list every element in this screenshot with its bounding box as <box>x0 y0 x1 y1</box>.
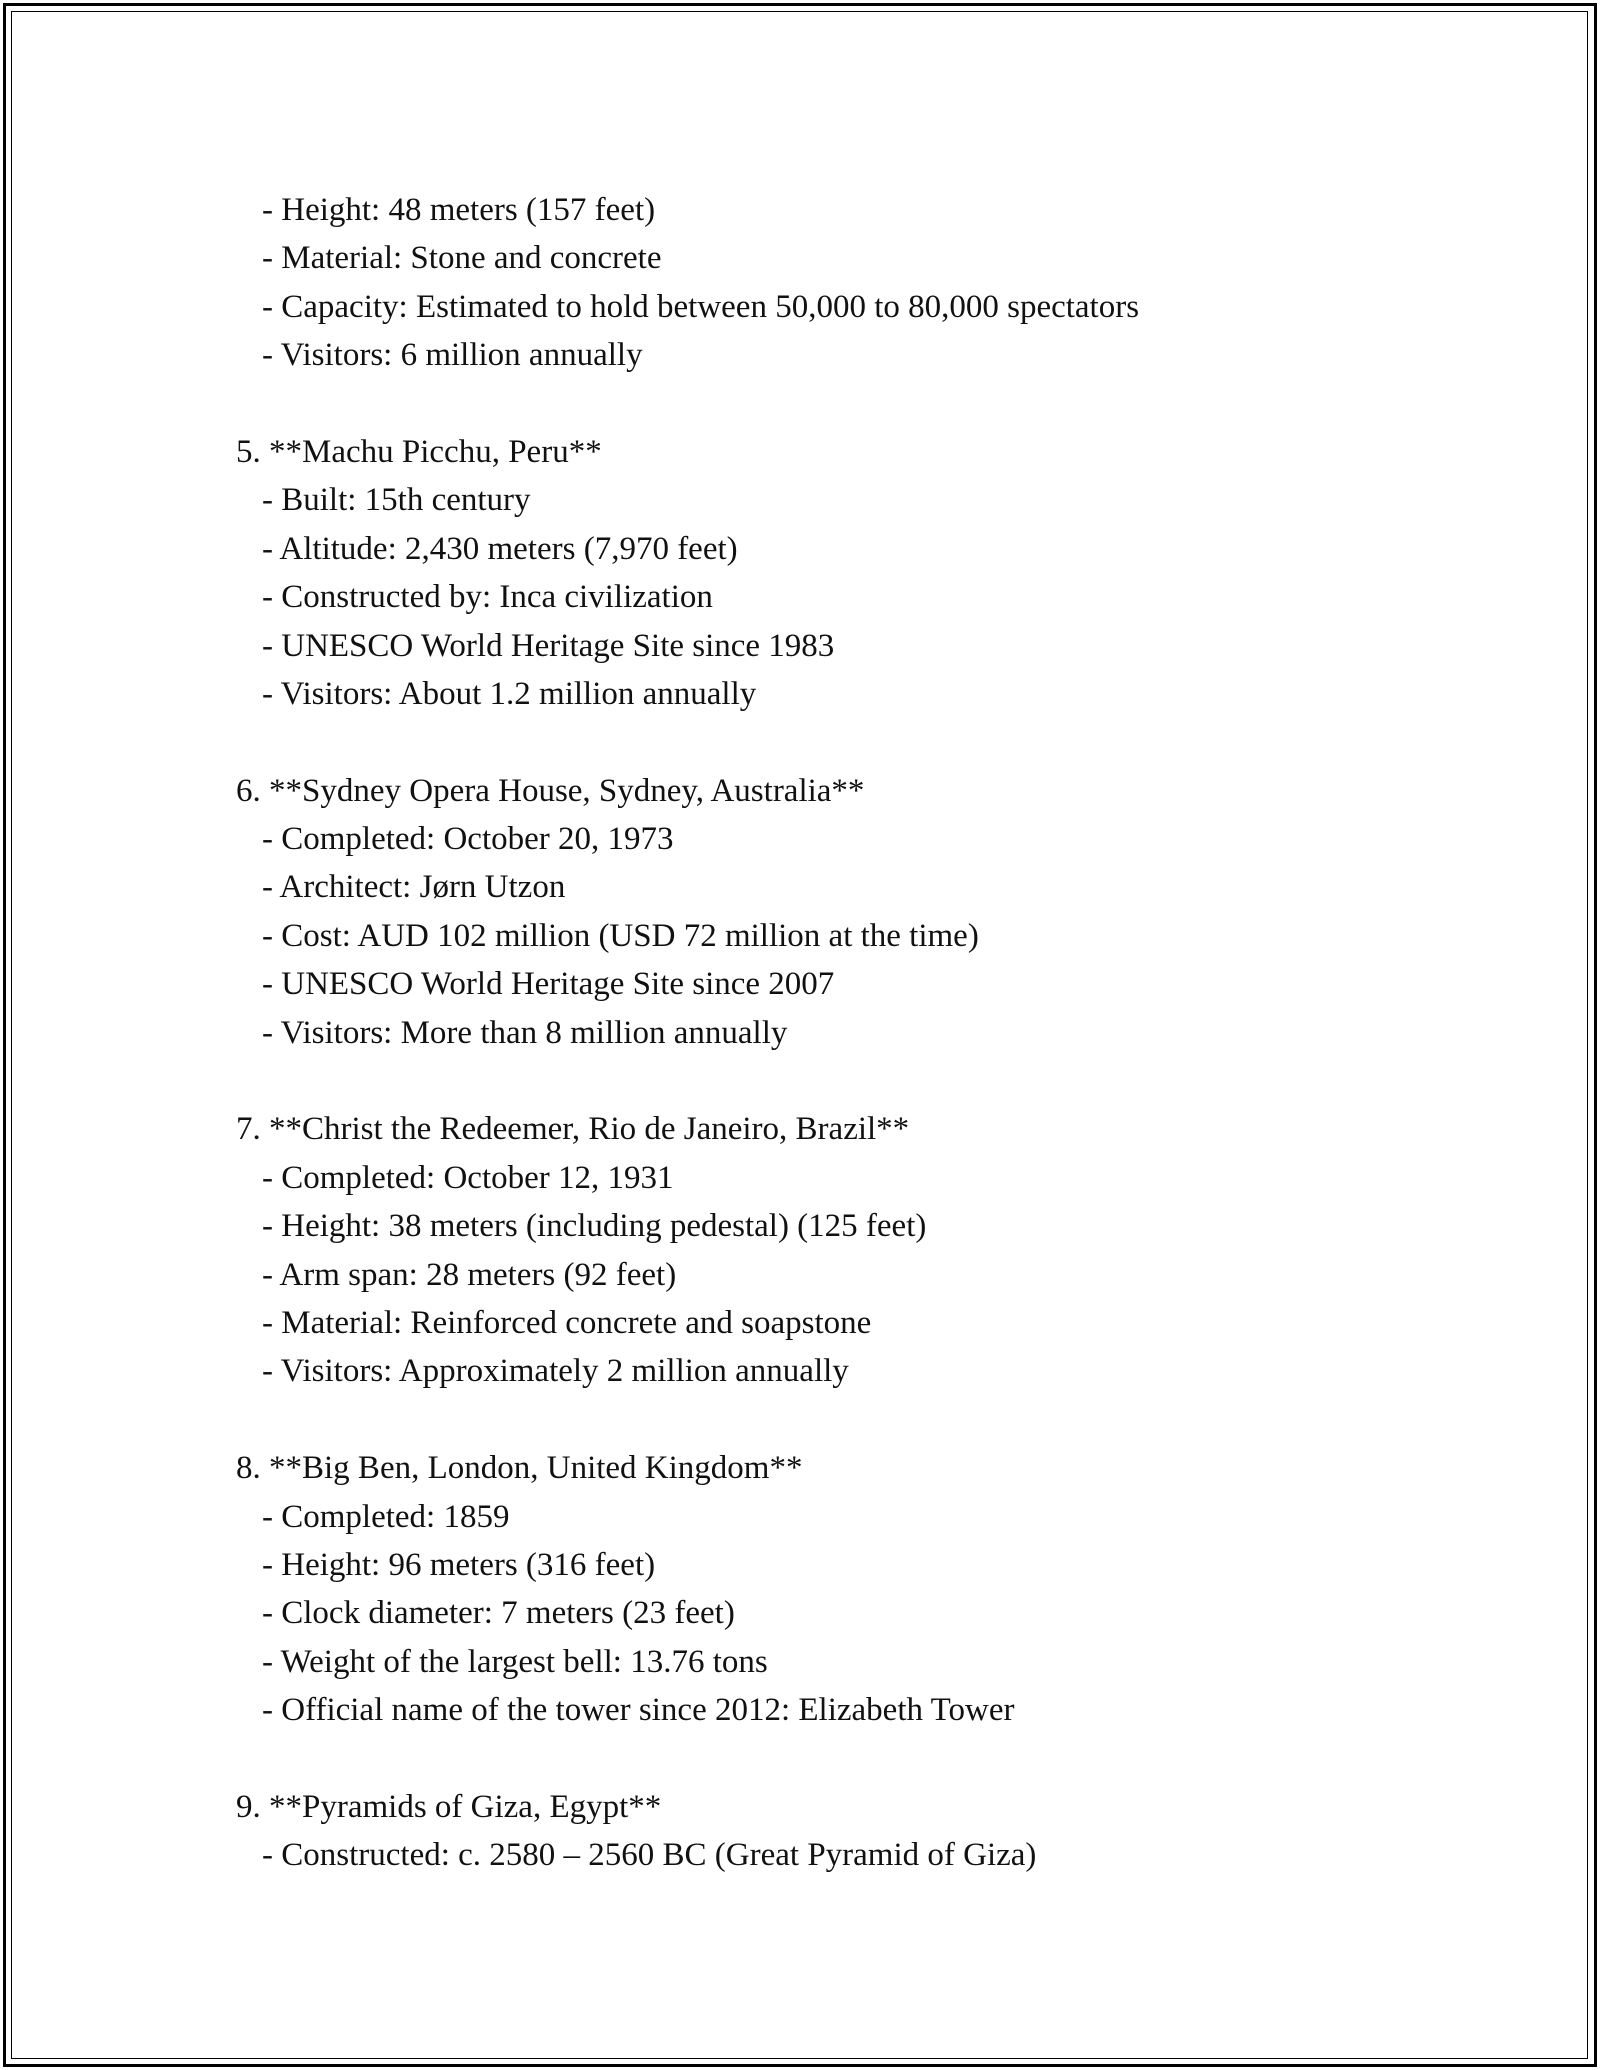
list-item: - Visitors: About 1.2 million annually <box>262 675 757 712</box>
list-item: - UNESCO World Heritage Site since 1983 <box>262 627 835 664</box>
list-item: - Cost: AUD 102 million (USD 72 million at the time) <box>262 917 979 954</box>
list-item: - Material: Reinforced concrete and soapstone <box>262 1304 872 1341</box>
list-item: - Constructed by: Inca civilization <box>262 579 713 616</box>
paragraph-spacer <box>236 1057 1536 1105</box>
section-heading: 6. **Sydney Opera House, Sydney, Australia** <box>236 772 865 809</box>
section-heading: 9. **Pyramids of Giza, Egypt** <box>236 1788 662 1825</box>
section-heading: 5. **Machu Picchu, Peru** <box>236 433 602 470</box>
list-item: - Completed: October 20, 1973 <box>262 821 674 858</box>
list-item: - Completed: 1859 <box>262 1498 510 1535</box>
paragraph-spacer <box>236 1735 1536 1783</box>
section-machu-picchu <box>236 428 1536 718</box>
list-item: - Capacity: Estimated to hold between 50,000 to 80,000 spectators <box>262 288 1140 325</box>
list-item: - Official name of the tower since 2012: Elizabeth Tower <box>262 1692 1015 1729</box>
list-item: - Completed: October 12, 1931 <box>262 1159 674 1196</box>
list-item: - Architect: Jørn Utzon <box>262 869 566 906</box>
list-item: - Weight of the largest bell: 13.76 tons <box>262 1643 768 1680</box>
list-item: - Visitors: Approximately 2 million annually <box>262 1353 849 1390</box>
list-item: - Clock diameter: 7 meters (23 feet) <box>262 1595 735 1632</box>
list-item: - Constructed: c. 2580 – 2560 BC (Great Pyramid of Giza) <box>262 1837 1037 1874</box>
document-body <box>236 186 1536 1880</box>
section-heading: 7. **Christ the Redeemer, Rio de Janeiro, Brazil** <box>236 1111 910 1148</box>
section-pyramids-of-giza <box>236 1783 1536 1880</box>
list-item: - Altitude: 2,430 meters (7,970 feet) <box>262 530 738 567</box>
list-item: - Height: 96 meters (316 feet) <box>262 1546 656 1583</box>
list-item: - Visitors: More than 8 million annually <box>262 1014 788 1051</box>
paragraph-spacer <box>236 380 1536 428</box>
section-heading: 8. **Big Ben, London, United Kingdom** <box>236 1450 803 1487</box>
section-sydney-opera-house <box>236 767 1536 1057</box>
list-item: - Height: 48 meters (157 feet) <box>262 192 656 228</box>
list-item: - Built: 15th century <box>262 482 531 519</box>
list-item: - Height: 38 meters (including pedestal) (125 feet) <box>262 1208 927 1245</box>
list-item: - Arm span: 28 meters (92 feet) <box>262 1256 677 1293</box>
paragraph-spacer <box>236 1396 1536 1444</box>
list-item: - UNESCO World Heritage Site since 2007 <box>262 966 835 1003</box>
list-item: - Visitors: 6 million annually <box>262 337 643 374</box>
section-christ-the-redeemer <box>236 1105 1536 1395</box>
section-big-ben <box>236 1444 1536 1734</box>
paragraph-spacer <box>236 718 1536 766</box>
list-item: - Material: Stone and concrete <box>262 240 662 277</box>
section-colosseum-continued <box>236 186 1536 380</box>
